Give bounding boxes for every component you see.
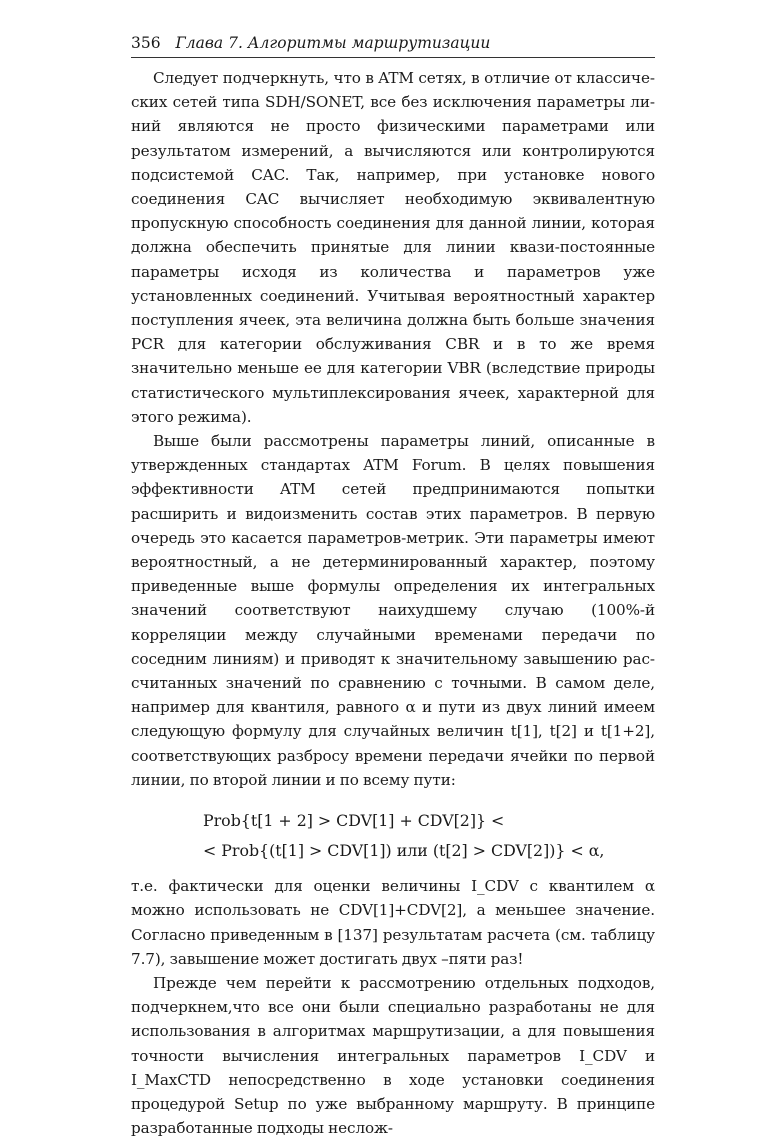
running-header (131, 34, 655, 52)
paragraph-4: Прежде чем перейти к рассмотрению отдельных подходов, подчеркнем,что все они были специально разработаны не для использования в алгоритмах маршрутизации, а для повышения точности вычисления интегральных параметров I_CDV и I_MaxCTD непосредственно в ходе установки соединения процедурой Setup по уже выбранному маршруту. В принципе разработанные подходы неслож- (131, 973, 655, 1138)
paragraph-3: т.е. фактически для оценки величины I_CDV с квантилем α можно использовать не CDV[1]+CDV[2], а меньшее значение. Согласно приведенным в [137] результатам расчета (см. таблицу 7.7), завышение может достигать двух –пяти раз! (131, 877, 655, 968)
paragraph-2: Выше были рассмотрены параметры линий, описанные в утвержденных стандартах ATM Forum. В целях повышения эффективности ATM сетей предпринимаются попытки расширить и видоизменить состав этих параметров. В первую очередь это касается параметров-метрик. Эти параметры имеют вероятностный, а не детерминированный характер, поэтому приведенные выше формулы определения их интегральных значений соответствуют наихудшему случаю (100%-й корреляции между случайными временами передачи по соседним линиям) и приводят к значительному завышению рассчитанных значений по сравнению с точными. В самом деле, например для квантиля, равного α и пути из двух линий имеем следующую формулу для случайных величин t[1], t[2] и t[1+2], соответствующих разбросу времени передачи ячейки по первой линии, по второй линии и по всему пути: (131, 432, 655, 789)
probability-formula (203, 806, 655, 866)
formula-line-2: < Prob{(t[1] > CDV[1]) или (t[2] > CDV[2])} < α, (203, 841, 605, 861)
header-rule (131, 57, 655, 58)
running-title: Глава 7. Алгоритмы маршрутизации (175, 34, 491, 52)
page-number: 356 (131, 34, 161, 52)
page-body (131, 66, 655, 1140)
formula-line-1: Prob{t[1 + 2] > CDV[1] + CDV[2]} < (203, 811, 505, 831)
paragraph-1: Следует подчеркнуть, что в ATM сетях, в отличие от классических сетей типа SDH/SONET, все без исключения параметры линий являются не просто физическими параметрами или результатом измерений, а вычисляются или контролируются подсистемой CAC. Так, например, при установке нового соединения CAC вычисляет необходимую эквивалентную пропускную способность соединения для данной линии, которая должна обеспечить принятые для линии квази-постоянные параметры исходя из количества и параметров уже установленных соединений. Учитывая вероятностный характер поступления ячеек, эта величина должна быть больше значения PCR для категории обслуживания CBR и в то же время значительно меньше ее для категории VBR (вследствие природы статистического мультиплексирования ячеек, характерной для этого режима). (131, 69, 655, 426)
